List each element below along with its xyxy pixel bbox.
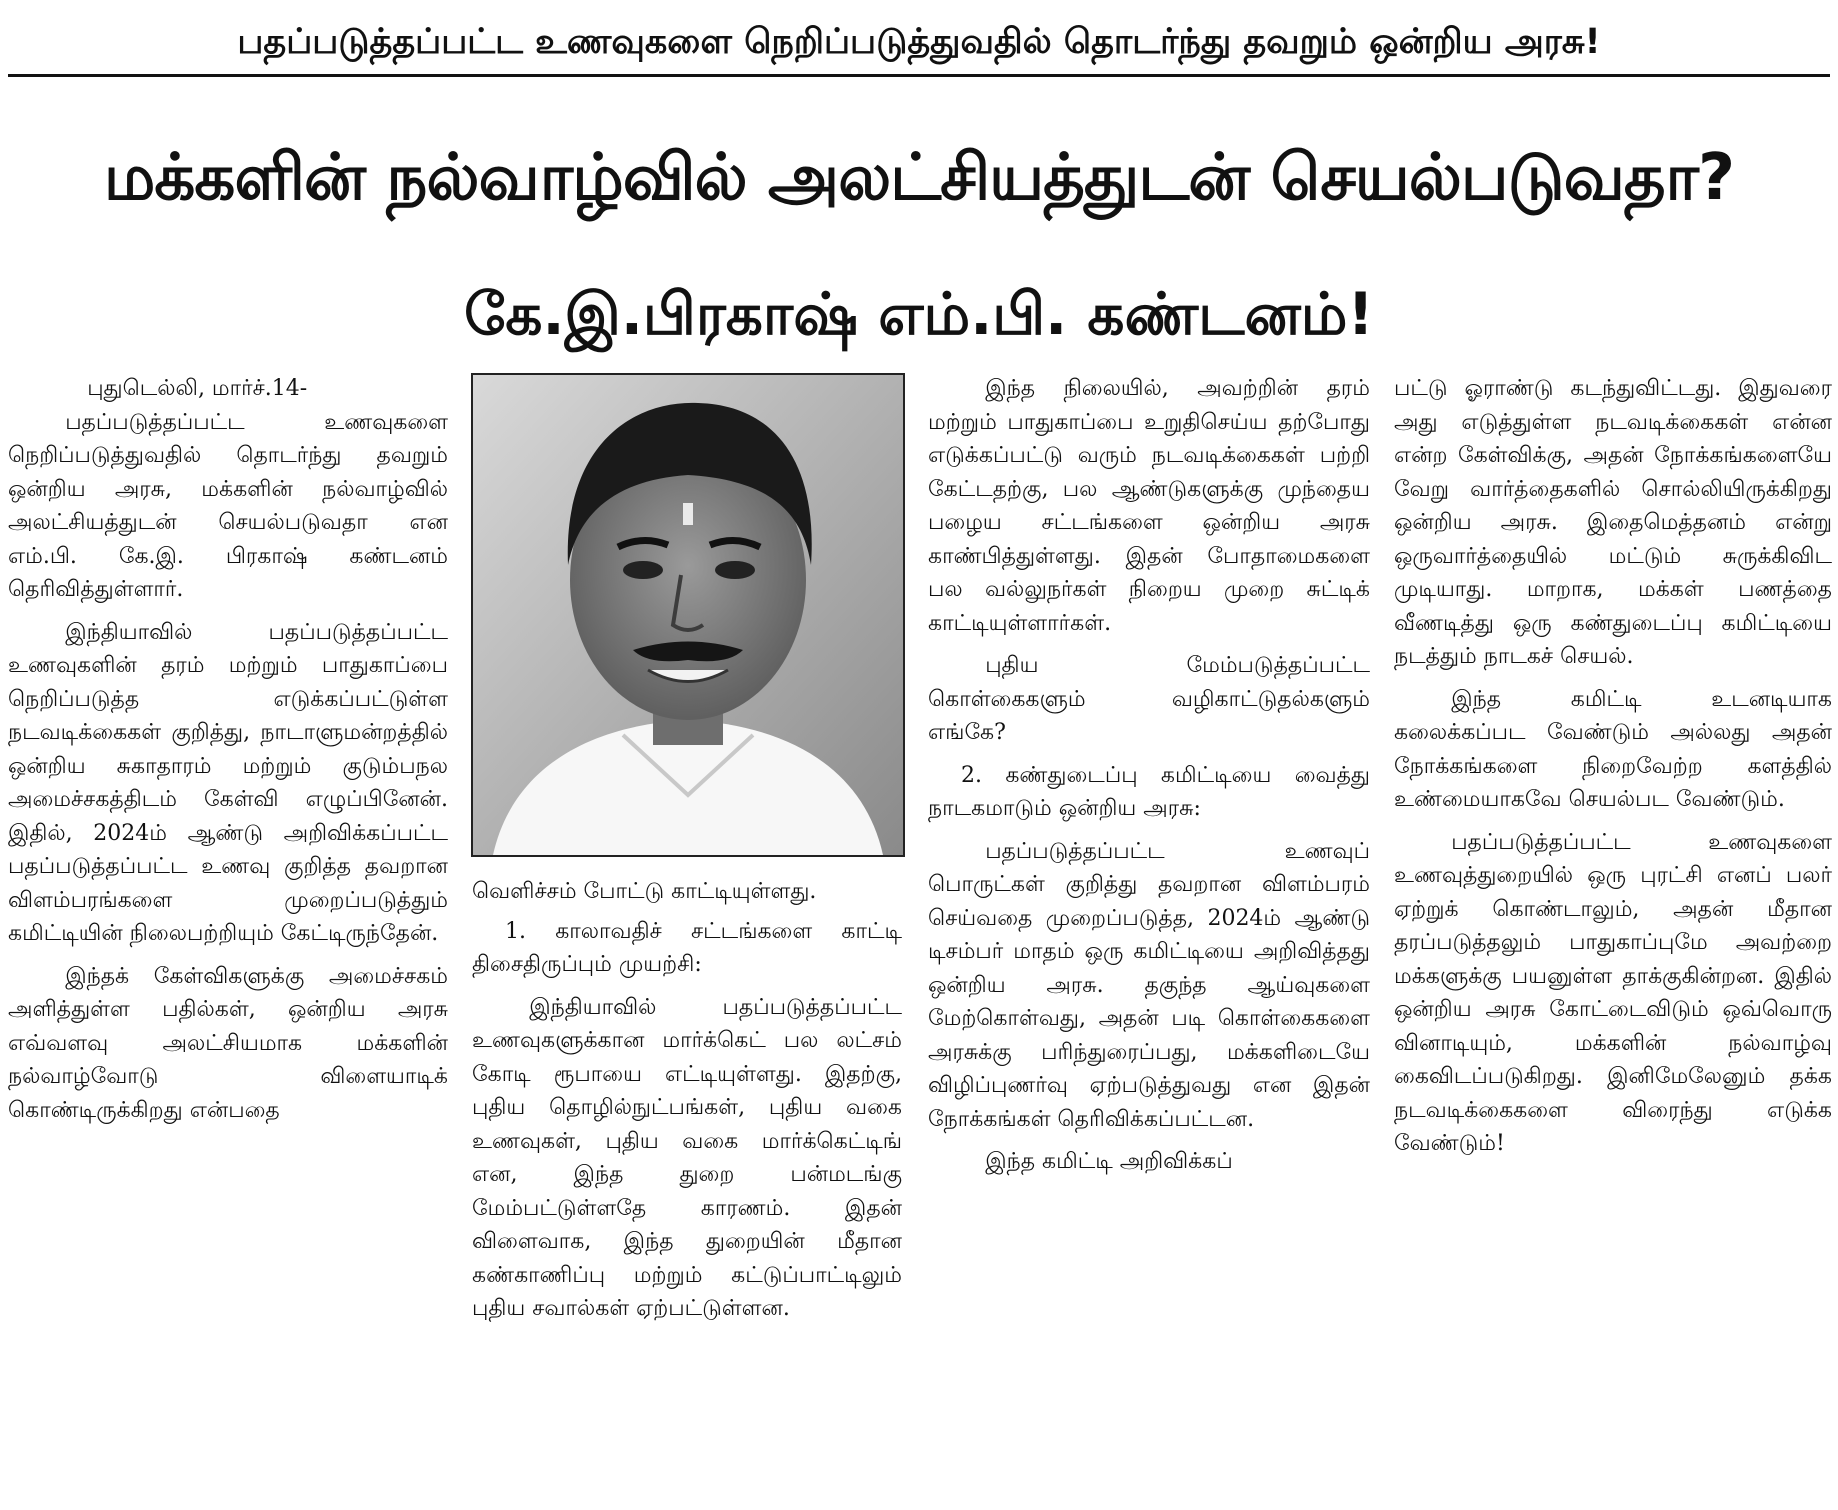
article-column-3 [928,372,1370,1510]
paragraph: பதப்படுத்தப்பட்ட உணவுப் பொருட்கள் குறித்து தவறான விளம்பரம் செய்வதை முறைப்படுத்த, 2024ம் ஆண்டு டிசம்பர் மாதம் ஒரு கமிட்டியை அறிவித்தது ஒன்றிய அரசு. தகுந்த ஆய்வுகளை மேற்கொள்வது, அதன் படி கொள்கைகளை அரசுக்கு பரிந்துரைப்பது, மக்களிடையே விழிப்புணர்வு ஏற்படுத்துவது என இதன் நோக்கங்கள் தெரிவிக்கப்பட்டன. [928,838,1370,1132]
main-headline: மக்களின் நல்வாழ்வில் அலட்சியத்துடன் செயல்படுவதா? [103,141,1735,215]
paragraph: இந்த கமிட்டி அறிவிக்கப் [985,1149,1233,1174]
article-column-2 [472,875,902,1510]
paragraph: பதப்படுத்தப்பட்ட உணவுகளை உணவுத்துறையில் ஒரு புரட்சி எனப் பலர் ஏற்றுக் கொண்டாலும், அதன் மீதான தரப்படுத்தலும் பாதுகாப்புமே அவற்றை மக்களுக்கு பயனுள்ள தாக்குகின்றன. இதில் ஒன்றிய அரசு கோட்டைவிடும் ஒவ்வொரு வினாடியும், மக்களின் நல்வாழ்வு கைவிடப்படுகிறது. இனிமேலேனும் தக்க நடவடிக்கைகளை விரைந்து எடுக்க வேண்டும்! [1394,829,1832,1156]
dateline: புதுடெல்லி, மார்ச்.14- [87,376,308,401]
sub-headline: கே.இ.பிரகாஷ் எம்.பி. கண்டனம்! [464,280,1374,348]
paragraph: இந்த நிலையில், அவற்றின் தரம் மற்றும் பாதுகாப்பை உறுதிசெய்ய தற்போது எடுக்கப்பட்டு வரும் நடவடிக்கைகள் பற்றி கேட்டதற்கு, பல ஆண்டுகளுக்கு முந்தைய பழைய சட்டங்களை ஒன்றிய அரசு காண்பித்துள்ளது. இதன் போதாமைகளை பல வல்லுநர்கள் நிறைய முறை சுட்டிக் காட்டியுள்ளார்கள். [928,376,1370,636]
article-column-1 [8,372,448,1510]
portrait-illustration [473,375,903,855]
paragraph: இந்தியாவில் பதப்படுத்தப்பட்ட உணவுகளின் தரம் மற்றும் பாதுகாப்பை நெறிப்படுத்த எடுக்கப்பட்டுள்ள நடவடிக்கைகள் குறித்து, நாடாளுமன்றத்தில் ஒன்றிய சுகாதாரம் மற்றும் குடும்பநல அமைச்சகத்திடம் கேள்வி எழுப்பினேன். இதில், 2024ம் ஆண்டு அறிவிக்கப்பட்ட பதப்படுத்தப்பட்ட உணவு குறித்த தவறான விளம்பரங்களை முறைப்படுத்தும் கமிட்டியின் நிலைபற்றியும் கேட்டிருந்தேன். [8,619,448,946]
section-heading: 1. காலாவதிச் சட்டங்களை காட்டி திசைதிருப்பும் முயற்சி: [472,918,902,977]
paragraph: இந்த கமிட்டி உடனடியாக கலைக்கப்பட வேண்டும் அல்லது அதன் நோக்கங்களை நிறைவேற்ற களத்தில் உண்மையாகவே செயல்பட வேண்டும். [1394,686,1832,812]
paragraph: பதப்படுத்தப்பட்ட உணவுகளை நெறிப்படுத்துவதில் தொடர்ந்து தவறும் ஒன்றிய அரசு, மக்களின் நல்வாழ்வில் அலட்சியத்துடன் செயல்படுவதா என எம்.பி. கே.இ. பிரகாஷ் கண்டனம் தெரிவித்துள்ளார். [8,409,448,602]
article-column-4 [1394,372,1832,1510]
paragraph: இந்தியாவில் பதப்படுத்தப்பட்ட உணவுகளுக்கான மார்க்கெட் பல லட்சம் கோடி ரூபாயை எட்டியுள்ளது. இதற்கு, புதிய தொழில்நுட்பங்கள், புதிய வகை உணவுகள், புதிய வகை மார்க்கெட்டிங் என, இந்த துறை பன்மடங்கு மேம்பட்டுள்ளதே காரணம். இதன் விளைவாக, இந்த துறையின் மீதான கண்காணிப்பு மற்றும் கட்டுப்பாட்டிலும் புதிய சவால்கள் ஏற்பட்டுள்ளன. [472,994,902,1321]
paragraph: வெளிச்சம் போட்டு காட்டியுள்ளது. [472,879,817,904]
kicker-underline-rule [8,74,1830,77]
section-heading: 2. கண்துடைப்பு கமிட்டியை வைத்து நாடகமாடும் ஒன்றிய அரசு: [928,762,1370,821]
kicker-headline: பதப்படுத்தப்பட்ட உணவுகளை நெறிப்படுத்துவதில் தொடர்ந்து தவறும் ஒன்றிய அரசு! [237,22,1601,62]
portrait-photo [471,373,905,857]
paragraph: பட்டு ஓராண்டு கடந்துவிட்டது. இதுவரை அது எடுத்துள்ள நடவடிக்கைகள் என்ன என்ற கேள்விக்கு, அதன் நோக்கங்களையே வேறு வார்த்தைகளில் சொல்லியிருக்கிறது ஒன்றிய அரசு. இதைமெத்தனம் என்று ஒருவார்த்தையில் மட்டும் சுருக்கிவிட முடியாது. மாறாக, மக்கள் பணத்தை வீணடித்து ஒரு கண்துடைப்பு கமிட்டியை நடத்தும் நாடகச் செயல். [1394,376,1832,669]
paragraph: இந்தக் கேள்விகளுக்கு அமைச்சகம் அளித்துள்ள பதில்கள், ஒன்றிய அரசு எவ்வளவு அலட்சியமாக மக்களின் நல்வாழ்வோடு விளையாடிக் கொண்டிருக்கிறது என்பதை [8,963,448,1123]
paragraph: புதிய மேம்படுத்தப்பட்ட கொள்கைகளும் வழிகாட்டுதல்களும் எங்கே? [928,653,1370,745]
